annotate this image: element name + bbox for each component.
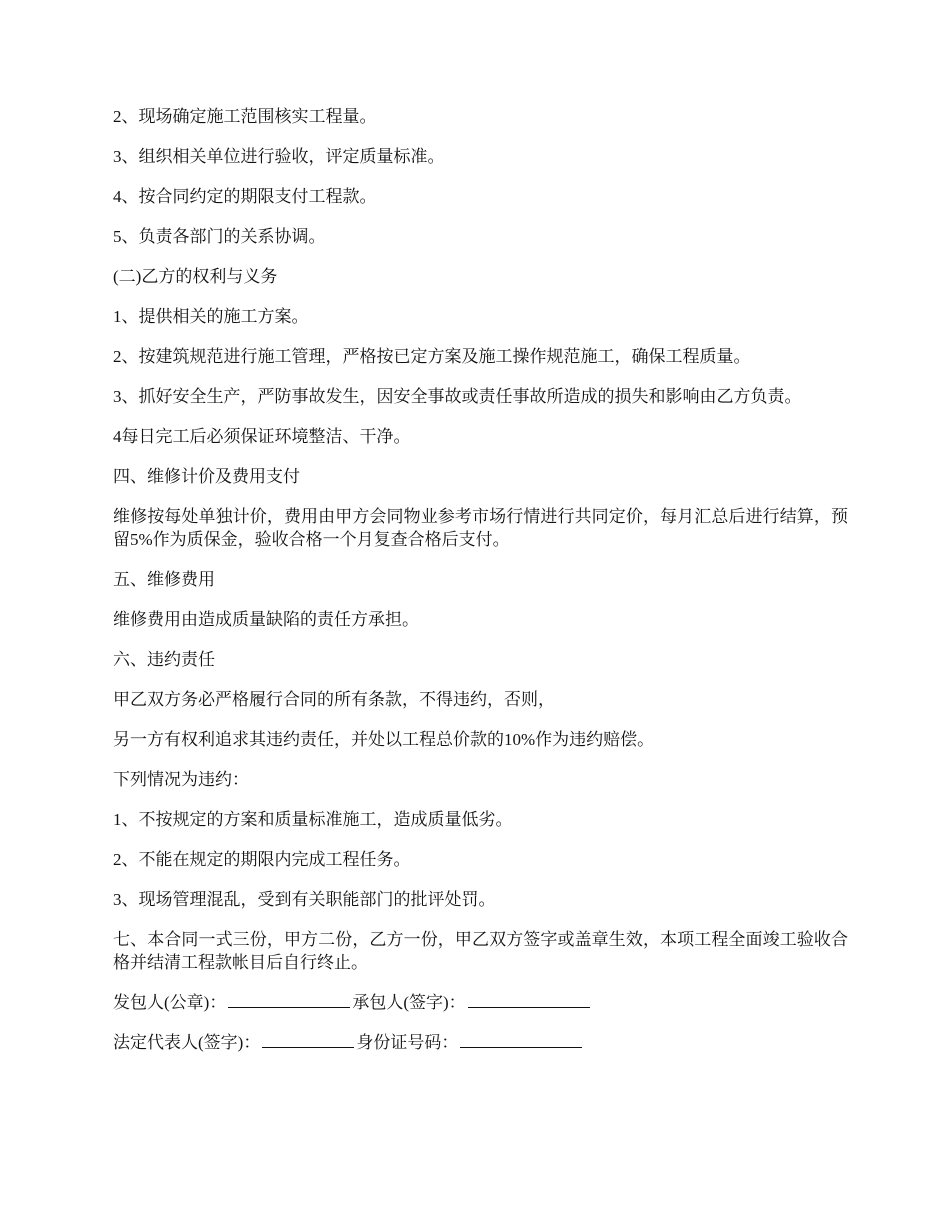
breach-body-2: 另一方有权利追求其违约责任，并处以工程总价款的10%作为违约赔偿。 [113,730,655,749]
clause-party-b-2: 2、按建筑规范进行施工管理，严格按已定方案及施工操作规范施工，确保工程质量。 [113,347,751,366]
section-heading-repair-cost: 五、维修费用 [113,570,215,589]
clause-party-b-1: 1、提供相关的施工方案。 [113,307,309,326]
contractor-signature-blank[interactable] [468,991,590,1008]
clause-party-b-4: 4每日完工后必须保证环境整洁、干净。 [113,427,411,446]
breach-item-2: 2、不能在规定的期限内完成工程任务。 [113,850,411,869]
id-number-label: 身份证号码： [356,1033,459,1052]
contractor-label: 承包人(签字)： [352,993,466,1012]
clause-party-a-2: 2、现场确定施工范围核实工程量。 [113,107,377,126]
signature-row-representative [113,1031,848,1054]
breach-list-intro: 下列情况为违约： [113,770,249,789]
repair-cost-body: 维修费用由造成质量缺陷的责任方承担。 [113,610,419,629]
clause-party-a-5: 5、负责各部门的关系协调。 [113,227,326,246]
issuer-signature-blank[interactable] [228,991,350,1008]
contract-document [113,105,848,1071]
breach-body-1: 甲乙双方务必严格履行合同的所有条款，不得违约，否则， [113,690,555,709]
issuer-label: 发包人(公章)： [113,993,227,1012]
breach-item-1: 1、不按规定的方案和质量标准施工，造成质量低劣。 [113,810,513,829]
clause-party-b-3: 3、抓好安全生产，严防事故发生，因安全事故或责任事故所造成的损失和影响由乙方负责。 [113,387,802,406]
clause-party-a-3: 3、组织相关单位进行验收，评定质量标准。 [113,147,445,166]
section-heading-pricing: 四、维修计价及费用支付 [113,467,300,486]
breach-item-3: 3、现场管理混乱，受到有关职能部门的批评处罚。 [113,890,496,909]
section-heading-term: 七、本合同一式三份，甲方二份，乙方一份，甲乙双方签字或盖章生效，本项工程全面竣工验收合格并结清工程款帐目后自行终止。 [113,930,848,972]
signature-row-parties [113,991,848,1014]
section-heading-party-b: (二)乙方的权利与义务 [113,267,278,286]
section-heading-breach: 六、违约责任 [113,650,215,669]
id-number-blank[interactable] [460,1031,582,1048]
legal-rep-label: 法定代表人(签字)： [113,1033,261,1052]
clause-party-a-4: 4、按合同约定的期限支付工程款。 [113,187,377,206]
pricing-body: 维修按每处单独计价，费用由甲方会同物业参考市场行情进行共同定价，每月汇总后进行结算，预留5%作为质保金，验收合格一个月复查合格后支付。 [113,507,848,549]
legal-rep-signature-blank[interactable] [262,1031,354,1048]
